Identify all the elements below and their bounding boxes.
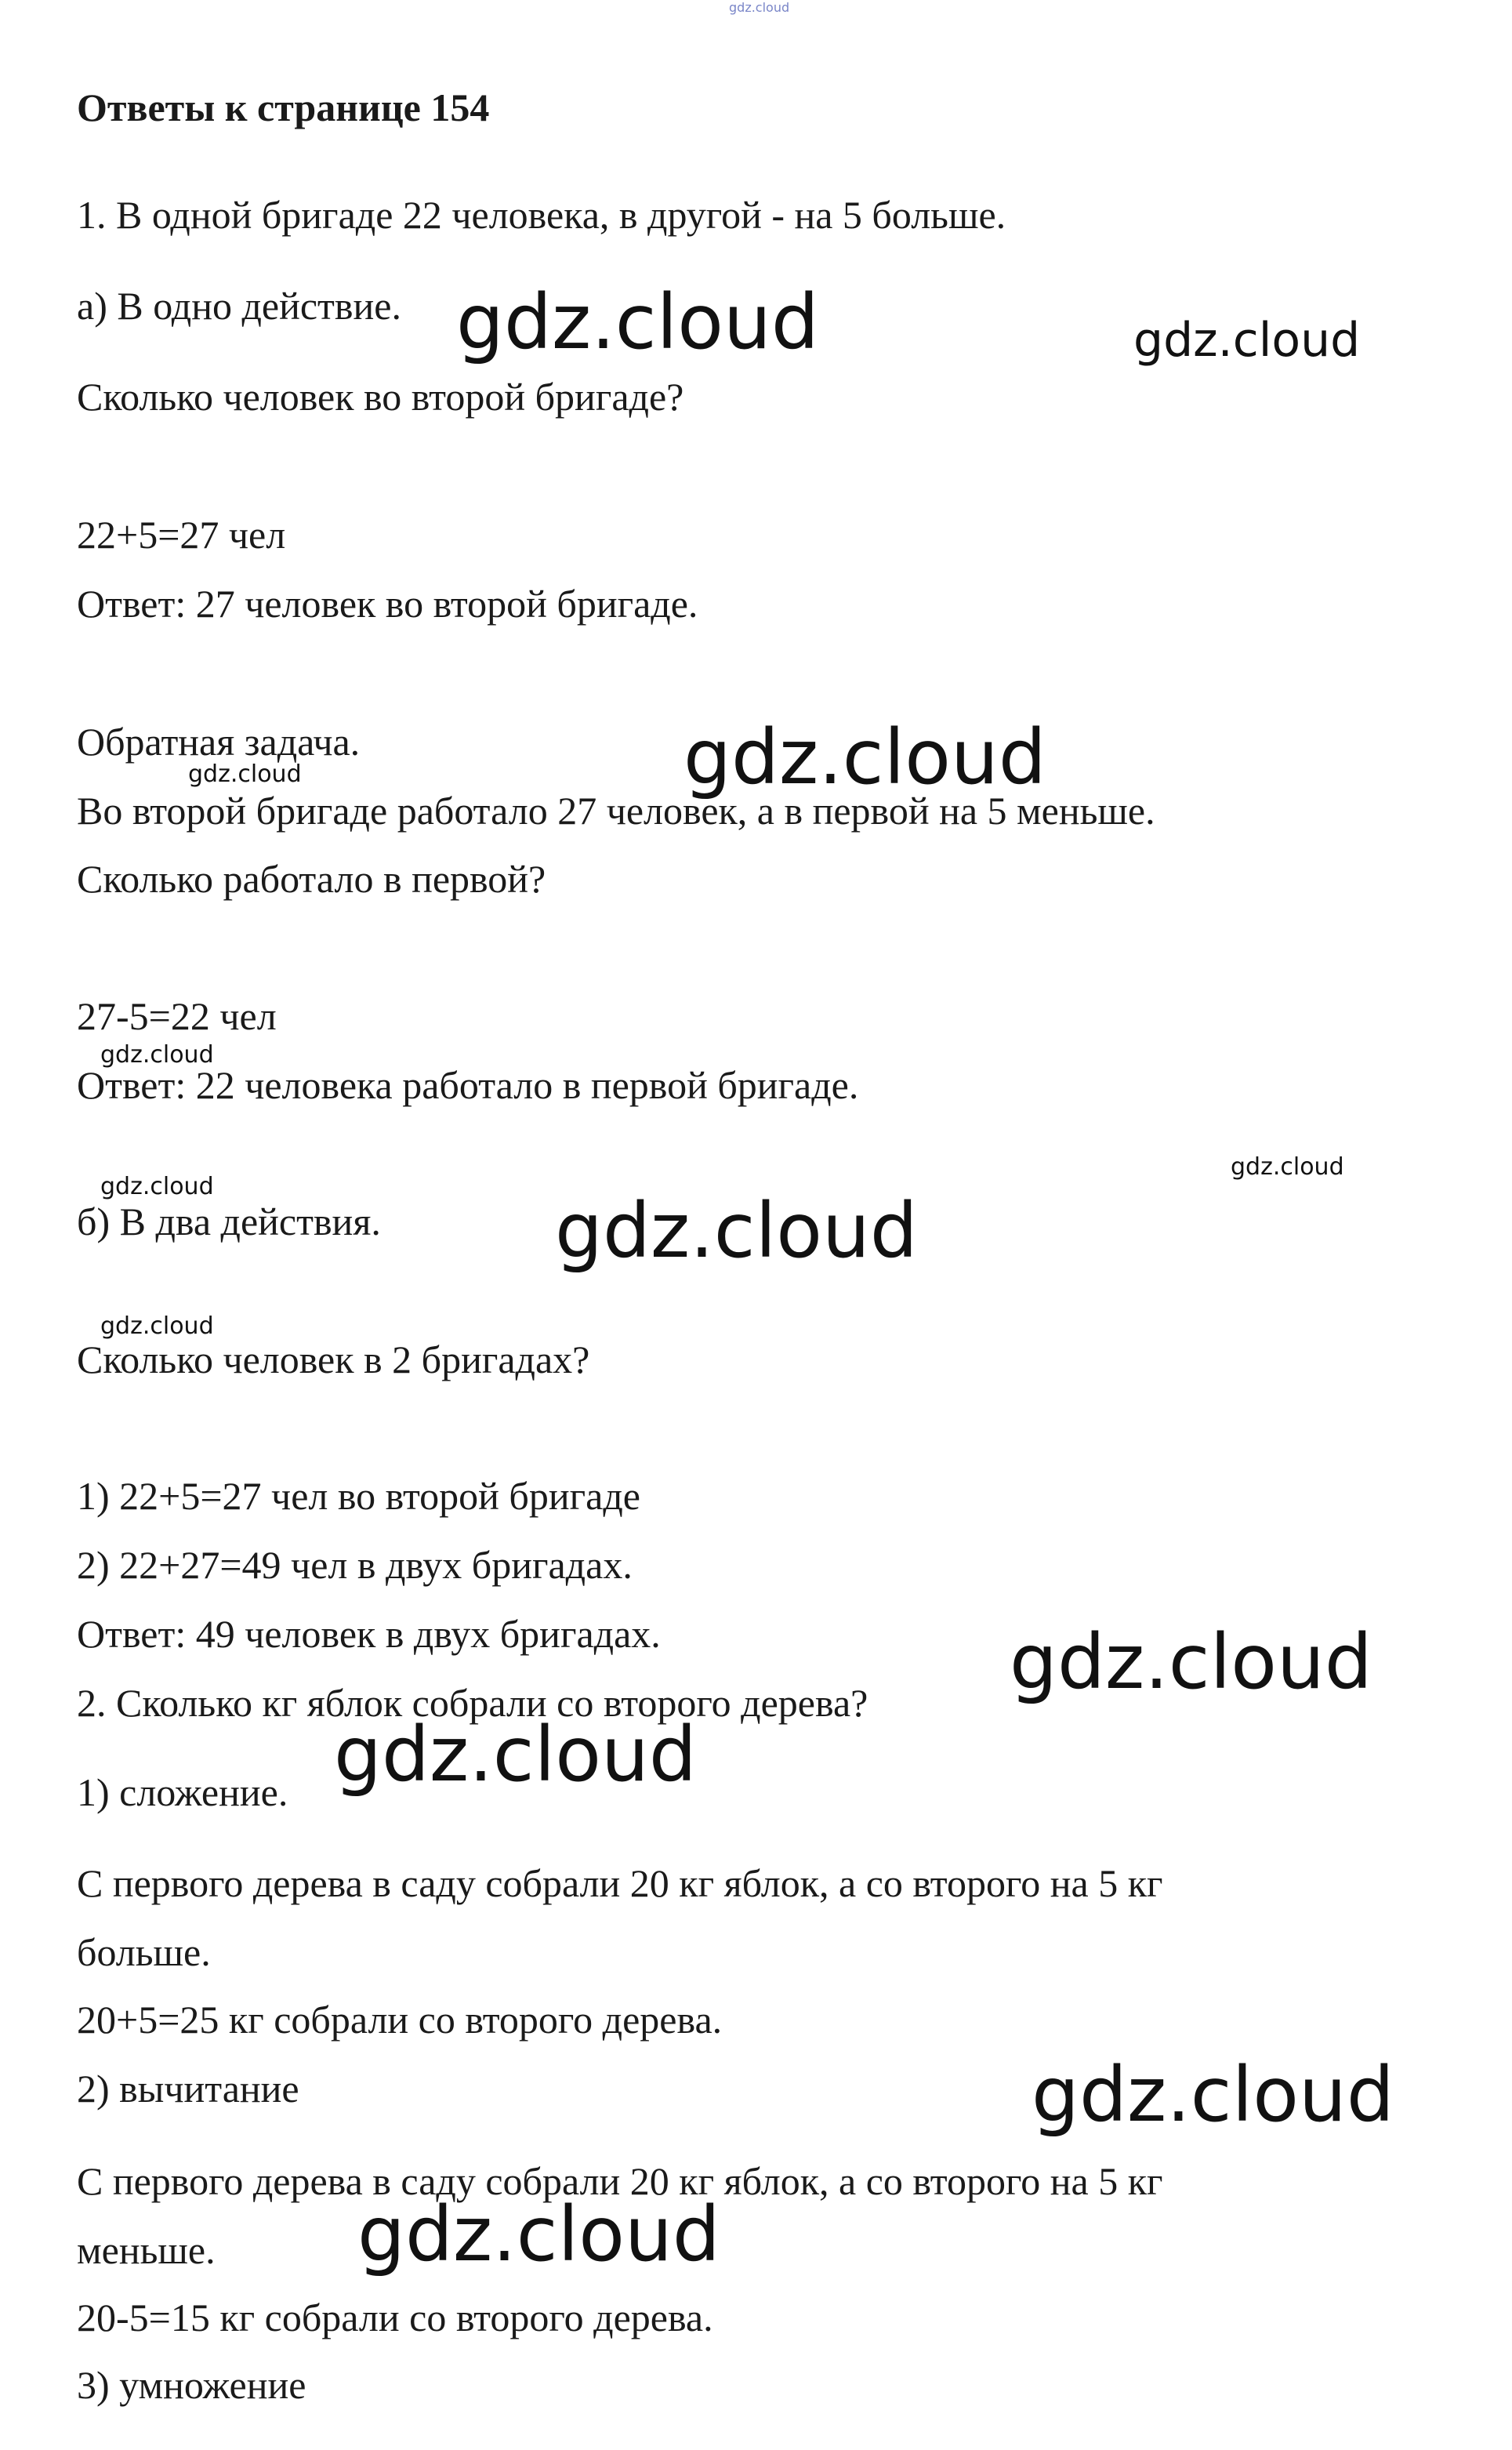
part-a-heading: а) В одно действие. [77,284,401,328]
inverse-task-answer: Ответ: 22 человека работало в первой бригаде. [77,1063,859,1107]
watermark: gdz.cloud [100,1041,214,1069]
inverse-task-statement: Во второй бригаде работало 27 человек, а в первой на 5 меньше. [77,789,1155,833]
addition-solution: 20+5=25 кг собрали со второго дерева. [77,1998,723,2042]
addition-statement-line-2: больше. [77,1930,211,1974]
watermark: gdz.cloud [357,2190,720,2278]
addition-statement-line-1: С первого дерева в саду собрали 20 кг яблок, а со второго на 5 кг [77,1861,1163,1905]
page-title: Ответы к странице 154 [77,85,490,129]
watermark: gdz.cloud [1133,313,1361,368]
inverse-task-solution: 27-5=22 чел [77,994,277,1038]
part-b-step-1: 1) 22+5=27 чел во второй бригаде [77,1474,640,1518]
part-a-solution: 22+5=27 чел [77,513,286,557]
watermark: gdz.cloud [1010,1618,1372,1706]
watermark: gdz.cloud [1032,2051,1394,2139]
watermark: gdz.cloud [1231,1153,1344,1181]
inverse-task-question: Сколько работало в первой? [77,857,546,901]
part-a-question: Сколько человек во второй бригаде? [77,375,684,419]
watermark: gdz.cloud [456,278,819,366]
watermark: gdz.cloud [100,1173,214,1200]
part-a-answer: Ответ: 27 человек во второй бригаде. [77,582,698,626]
watermark-top: gdz.cloud [729,0,790,15]
subtraction-statement-line-2: меньше. [77,2228,216,2272]
method-multiplication-heading: 3) умножение [77,2363,306,2407]
part-b-question: Сколько человек в 2 бригадах? [77,1338,590,1381]
method-addition-heading: 1) сложение. [77,1770,288,1814]
watermark: gdz.cloud [188,760,302,788]
part-b-step-2: 2) 22+27=49 чел в двух бригадах. [77,1543,633,1587]
task-1-statement: 1. В одной бригаде 22 человека, в другой - на 5 больше. [77,193,1006,237]
part-b-answer: Ответ: 49 человек в двух бригадах. [77,1612,661,1656]
subtraction-statement-line-1: С первого дерева в саду собрали 20 кг яблок, а со второго на 5 кг [77,2159,1163,2203]
method-subtraction-heading: 2) вычитание [77,2067,299,2111]
watermark: gdz.cloud [334,1711,697,1798]
task-2-question: 2. Сколько кг яблок собрали со второго дерева? [77,1681,868,1725]
watermark: gdz.cloud [683,713,1046,801]
watermark: gdz.cloud [100,1312,214,1340]
inverse-task-heading: Обратная задача. [77,720,361,764]
watermark: gdz.cloud [555,1187,918,1275]
part-b-heading: б) В два действия. [77,1200,381,1243]
subtraction-solution: 20-5=15 кг собрали со второго дерева. [77,2296,713,2339]
